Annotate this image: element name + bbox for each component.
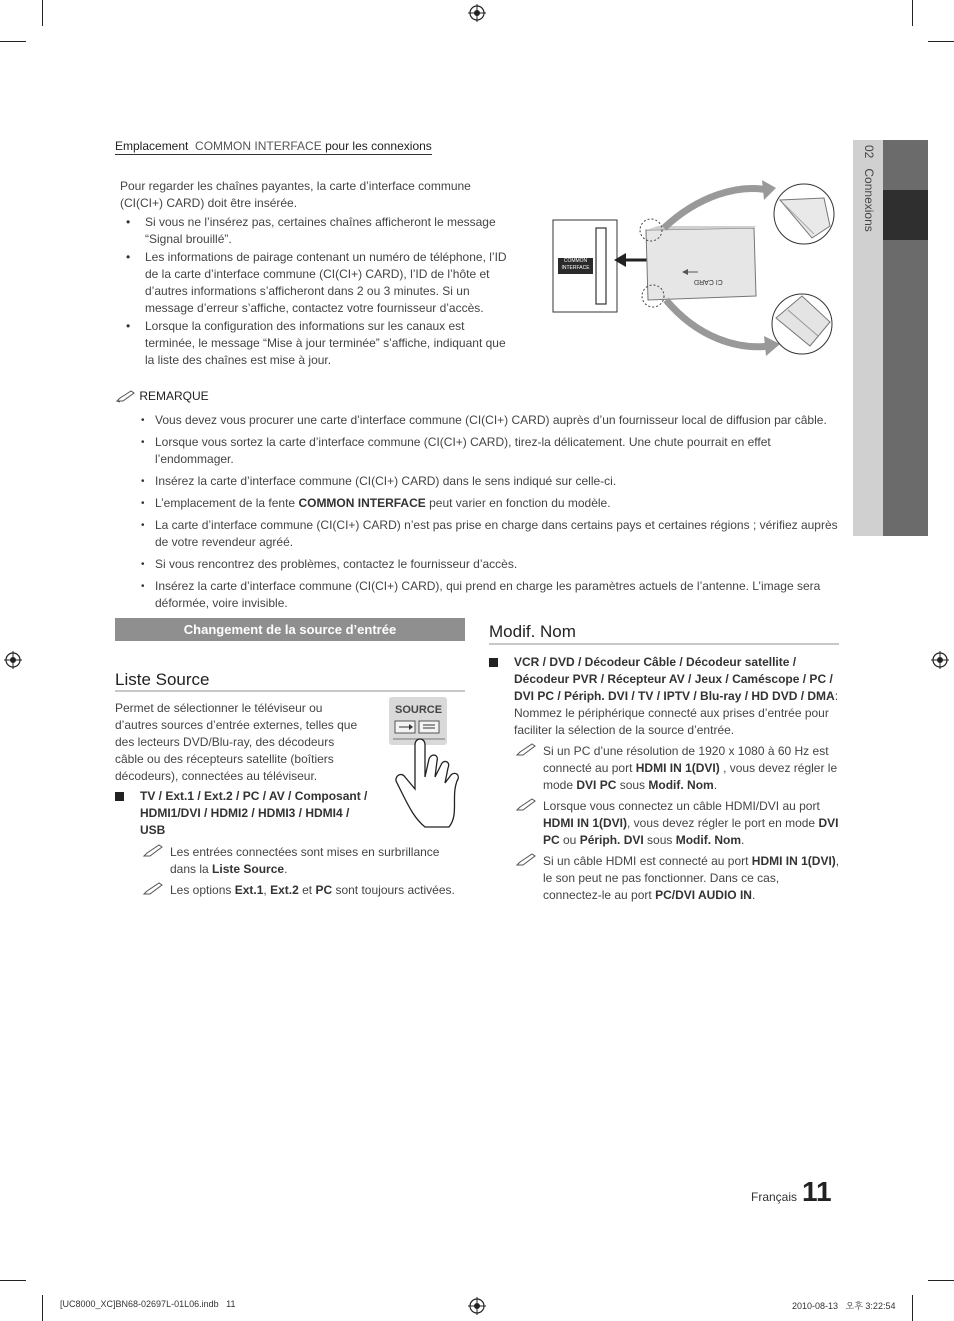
note-bold: Modif. Nom <box>648 778 714 792</box>
pencil-icon <box>515 743 537 757</box>
side-tab-title: Connexions <box>862 168 876 232</box>
footer-file-info: [UC8000_XC]BN68-02697L-01L06.indb 11 <box>60 1299 236 1309</box>
modif-nom-notes <box>515 743 840 908</box>
registration-mark-icon <box>468 4 486 22</box>
side-tab-block-active <box>883 190 928 240</box>
note-text: ou <box>559 833 580 847</box>
note-text: . <box>751 888 756 902</box>
note-bold: DVI PC <box>543 816 839 847</box>
pencil-icon <box>142 882 164 896</box>
modif-nom-heading: Modif. Nom <box>489 622 576 641</box>
footer-date: 2010-08-13 오후 3:22:54 <box>792 1301 896 1311</box>
device-list-text: VCR / DVD / Décodeur Câble / Décodeur satellite / Décodeur PVR / Récepteur AV / Jeux / Caméscope / PC / DVI PC / Périph. DVI / TV / IPTV / Blu-ray / HD DVD / DMA <box>514 655 835 703</box>
note-text: Si un câble HDMI est connecté au port <box>543 854 752 868</box>
note-bold: PC <box>315 883 333 897</box>
heading-rule <box>115 690 465 692</box>
note-text: , le son peut ne pas fonctionner. Dans ce cas, connectez-le au port <box>543 854 840 902</box>
note-text: . <box>741 833 745 847</box>
section-title <box>115 139 432 155</box>
slot-label-line: INTERFACE <box>561 265 590 271</box>
note-text: . <box>713 778 718 792</box>
note-text: sont toujours activées. <box>332 883 455 897</box>
list-item: • Si vous rencontrez des problèmes, contactez le fournisseur d’accès. <box>141 556 841 573</box>
remarque-list <box>141 412 841 617</box>
crop-mark <box>928 41 954 42</box>
note-bold: Modif. Nom <box>675 833 742 847</box>
list-item: • Vous devez vous procurer une carte d’interface commune (CI(CI+) CARD) auprès d’un fournisseur local de diffusion par câble. <box>141 412 841 429</box>
list-item-text: L’emplacement de la fente <box>155 496 299 510</box>
list-item-bold: COMMON INTERFACE <box>298 496 426 510</box>
note-text: sous <box>616 778 649 792</box>
crop-mark <box>42 1295 43 1321</box>
section-title-prefix: Emplacement <box>115 139 189 153</box>
note-text: et <box>298 883 316 897</box>
pencil-icon <box>142 844 164 858</box>
ci-card-label: CI CARD <box>694 278 723 285</box>
remarque-heading <box>116 389 209 403</box>
modif-nom-item <box>489 654 839 739</box>
crop-mark <box>912 0 913 26</box>
source-button-label: SOURCE <box>395 704 443 716</box>
note-text: , vous devez régler le port en mode <box>627 816 819 830</box>
remarque-title: REMARQUE <box>139 389 209 403</box>
heading-rule <box>489 643 839 645</box>
note-item <box>515 853 840 904</box>
list-item: • Les informations de pairage contenant un numéro de téléphone, l’ID de la carte d’interface commune (CI(CI+) CARD), l’ID de l’hôte et d’autres informations s’afficheront dans 2 ou 3 minutes. Si un message d’erreur s’affiche, contactez votre fournisseur d’accès. <box>120 249 510 317</box>
pencil-icon <box>116 390 136 403</box>
registration-mark-icon <box>4 651 22 669</box>
note-item <box>142 882 467 899</box>
intro-paragraph: Pour regarder les chaînes payantes, la carte d’interface commune (CI(CI+) CARD) doit être insérée. <box>120 179 471 210</box>
slot-label <box>558 258 593 272</box>
list-item <box>141 495 841 512</box>
list-item: • Lorsque vous sortez la carte d’interface commune (CI(CI+) CARD), tirez-la délicatement. Une chute pourrait en effet l’endommager. <box>141 434 841 468</box>
side-tab-block <box>883 140 928 190</box>
note-item <box>142 844 467 878</box>
liste-source-body: Permet de sélectionner le téléviseur ou d’autres sources d’entrée externes, telles que des lecteurs DVD/Blu-ray, des décodeurs câble ou des récepteurs satellite (boîtiers décodeurs), connectées au téléviseur. <box>115 701 358 783</box>
note-bold: HDMI IN 1(DVI) <box>751 854 836 868</box>
intro-bullet-list <box>120 214 510 369</box>
note-bold: DVI PC <box>576 778 617 792</box>
source-list-item <box>115 788 375 839</box>
side-tab-block <box>883 240 928 536</box>
note-bold: HDMI IN 1(DVI) <box>543 816 627 830</box>
list-item-text: peut varier en fonction du modèle. <box>425 496 611 510</box>
note-text: Les entrées connectées sont mises en surbrillance dans la <box>170 845 440 876</box>
note-bold: PC/DVI AUDIO IN <box>655 888 752 902</box>
list-item: • La carte d’interface commune (CI(CI+) CARD) n’est pas prise en charge dans certains pays et certaines régions ; vérifiez auprès de votre revendeur agréé. <box>141 517 841 551</box>
side-tab-label <box>860 145 880 265</box>
list-item: • Insérez la carte d’interface commune (CI(CI+) CARD) dans le sens indiqué sur celle-ci. <box>141 473 841 490</box>
note-bold: Ext.1 <box>234 883 264 897</box>
note-bold: Ext.2 <box>270 883 299 897</box>
crop-mark <box>928 1280 954 1281</box>
list-item: • Lorsque la configuration des informations sur les canaux est terminée, le message “Mise à jour terminée” s’affiche, indiquant que la liste des chaînes est mise à jour. <box>120 318 510 369</box>
section-title-suffix: pour les connexions <box>325 139 432 153</box>
section-title-highlight: COMMON INTERFACE <box>195 139 322 153</box>
registration-mark-icon <box>468 1297 486 1315</box>
device-list-description: : Nommez le périphérique connecté aux prises d’entrée pour faciliter la sélection de la source d’entrée. <box>514 689 839 737</box>
footer-language: Français <box>751 1190 798 1204</box>
note-text: sous <box>643 833 676 847</box>
source-remote-illustration <box>385 697 467 829</box>
liste-source-heading: Liste Source <box>115 670 210 689</box>
slot-label-line: COMMON <box>563 258 588 264</box>
list-item: • Si vous ne l’insérez pas, certaines chaînes afficheront le message “Signal brouillé”. <box>120 214 510 248</box>
pencil-icon <box>515 853 537 867</box>
note-text: Les options <box>170 883 235 897</box>
note-item <box>515 743 840 794</box>
note-bold: Périph. DVI <box>579 833 644 847</box>
note-text: , <box>263 883 271 897</box>
crop-mark <box>0 41 26 42</box>
square-bullet-icon <box>489 658 498 667</box>
pencil-icon <box>515 798 537 812</box>
side-tab-number: 02 <box>862 145 876 159</box>
note-bold: HDMI IN 1(DVI) <box>635 761 720 775</box>
crop-mark <box>912 1295 913 1321</box>
source-list-text: TV / Ext.1 / Ext.2 / PC / AV / Composant / HDMI1/DVI / HDMI2 / HDMI3 / HDMI4 / USB <box>140 789 368 837</box>
note-text: , vous devez régler le mode <box>543 761 838 792</box>
registration-mark-icon <box>931 651 949 669</box>
list-item: • Insérez la carte d’interface commune (CI(CI+) CARD), qui prend en charge les paramètres actuels de l’antenne. L’image sera déformée, voire invisible. <box>141 578 841 612</box>
note-text: Lorsque vous connectez un câble HDMI/DVI au port <box>543 799 820 813</box>
note-bold: Liste Source <box>212 862 285 876</box>
page-number: 11 <box>802 1176 832 1207</box>
ci-card-diagram <box>548 178 840 358</box>
crop-mark <box>42 0 43 26</box>
hand-icon <box>385 727 467 829</box>
note-text: . <box>284 862 288 876</box>
section-banner: Changement de la source d’entrée <box>115 618 465 641</box>
note-item <box>515 798 840 849</box>
liste-source-notes <box>142 844 467 903</box>
note-text: Si un PC d’une résolution de 1920 x 1080 à 60 Hz est connecté au port <box>543 744 829 775</box>
crop-mark <box>0 1280 26 1281</box>
square-bullet-icon <box>115 792 124 801</box>
